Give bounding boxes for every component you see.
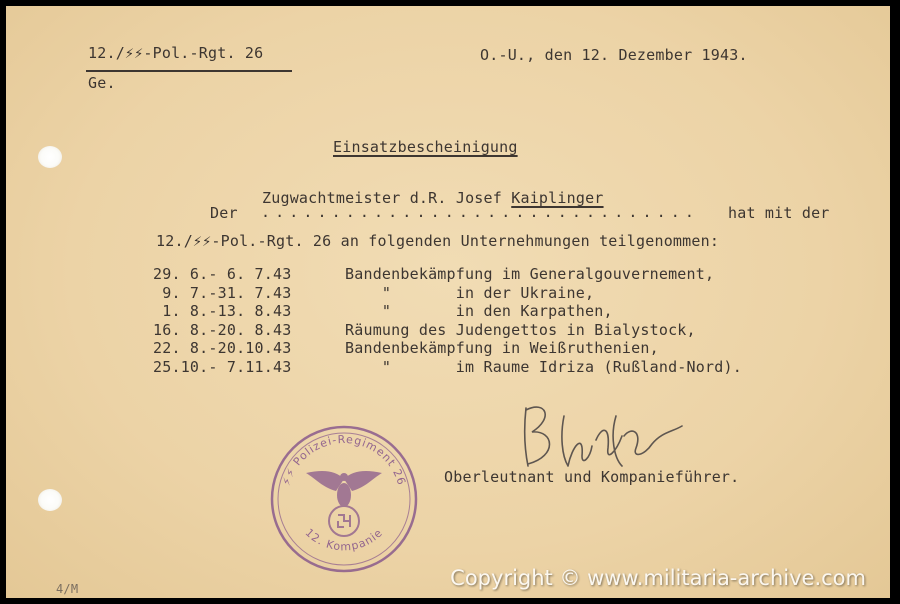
header-reference: Ge. (88, 74, 116, 92)
stamp-company-text: 12. Kompanie (302, 526, 386, 554)
eagle-emblem-icon (306, 471, 382, 536)
operation-description: Bandenbekämpfung im Generalgouvernement, (345, 265, 715, 283)
operation-date: 29. 6.- 6. 7.43 (153, 265, 292, 283)
operation-date: 22. 8.-20.10.43 (153, 339, 292, 358)
document-title: Einsatzbescheinigung (333, 138, 518, 156)
unit-operations-line: 12./⚡⚡-Pol.-Rgt. 26 an folgenden Unternehmungen teilgenommen: (156, 232, 720, 250)
line-hat-mit-der: hat mit der (728, 204, 830, 222)
corner-note: 4/M (56, 582, 79, 596)
stamp-regiment-text: ⚡⚡ Polizei-Regiment 26 (279, 432, 409, 488)
header-unit: 12./⚡⚡-Pol.-Rgt. 26 (88, 44, 264, 62)
signature (506, 396, 696, 476)
copyright-watermark: Copyright © www.militaria-archive.com (450, 566, 866, 590)
surname-text: Kaiplinger (511, 189, 604, 207)
signature-title: Oberleutnant und Kompanieführer. (444, 468, 740, 486)
operation-description: Räumung des Judengettos in Bialystock, (345, 320, 696, 339)
company-stamp (266, 421, 422, 577)
rank-name-text: Zugwachtmeister d.R. Josef (262, 189, 512, 207)
line-der: Der (210, 204, 238, 222)
operation-date: 16. 8.-20. 8.43 (153, 320, 292, 339)
operation-date: 1. 8.-13. 8.43 (153, 302, 292, 321)
operation-description: Bandenbekämpfung in Weißruthenien, (345, 339, 659, 358)
punch-hole-bottom (38, 489, 62, 511)
operation-description: " in der Ukraine, (345, 283, 595, 302)
operation-description: " in den Karpathen, (345, 302, 613, 321)
paper-sheet (6, 6, 890, 598)
dotted-line: ............................... (261, 203, 700, 221)
operation-date: 25.10.- 7.11.43 (153, 358, 292, 376)
punch-hole-top (38, 146, 62, 168)
header-rule (86, 70, 292, 72)
operation-date: 9. 7.-31. 7.43 (153, 283, 292, 302)
svg-text:12. Kompanie (303, 526, 386, 553)
header-place-date: O.-U., den 12. Dezember 1943. (480, 46, 748, 64)
operation-description: " im Raume Idriza (Rußland-Nord). (345, 358, 742, 376)
